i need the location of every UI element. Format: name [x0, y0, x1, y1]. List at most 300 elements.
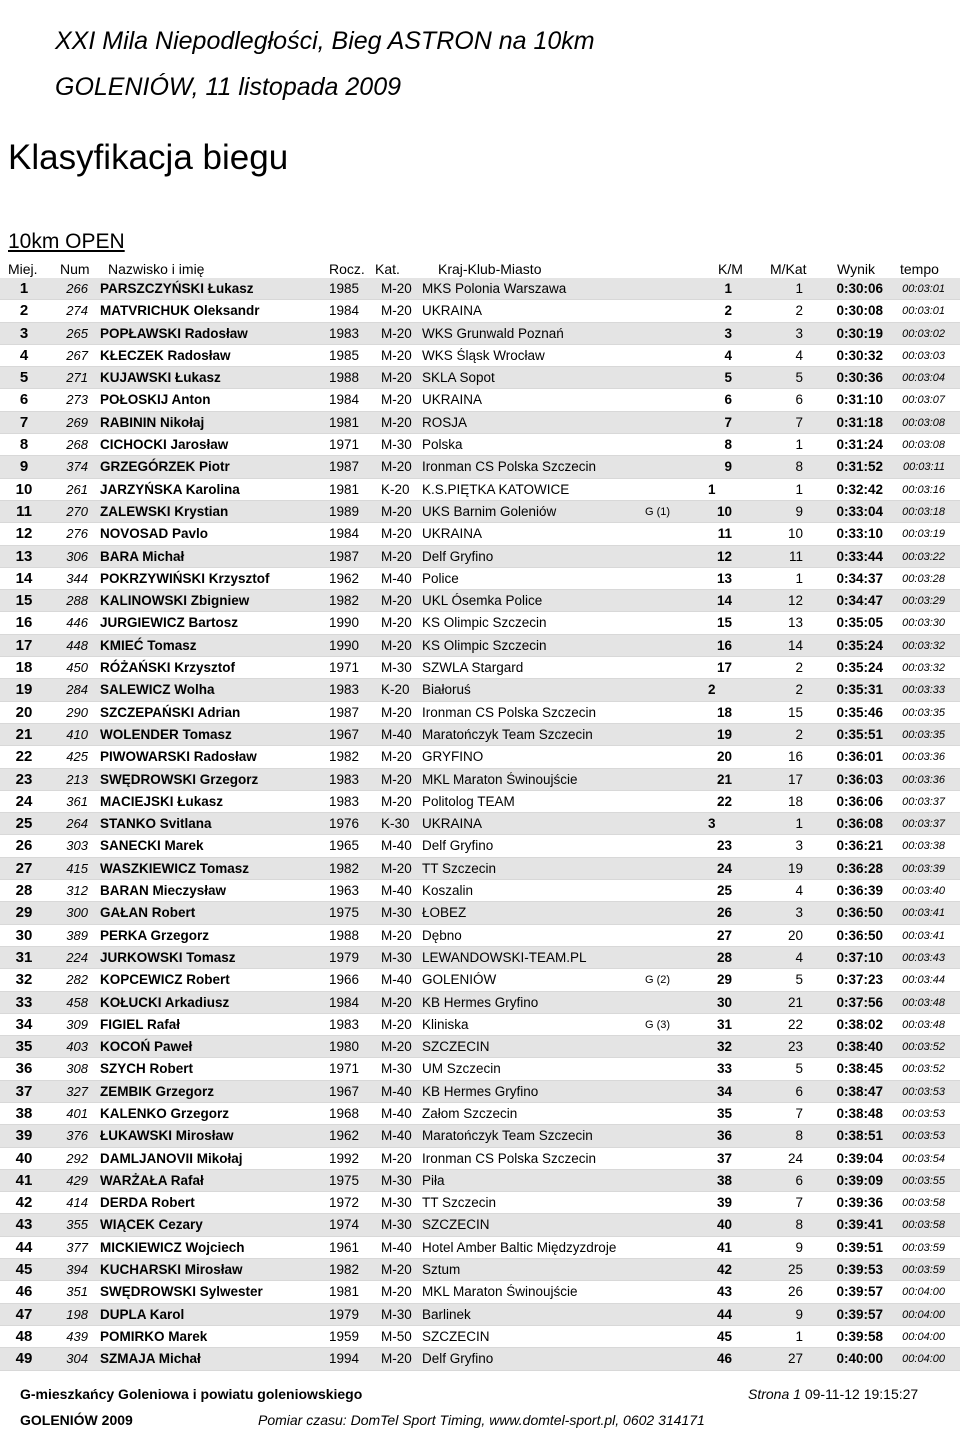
- position-cell: 8: [19, 436, 29, 454]
- result-time-cell: 0:39:53: [836, 1262, 883, 1278]
- runner-name-cell: RABININ Nikołaj: [100, 414, 205, 430]
- table-row: [0, 657, 960, 679]
- pace-cell: 00:03:59: [902, 1241, 945, 1254]
- gender-rank-cell: 5: [724, 370, 732, 386]
- position-cell: 6: [19, 391, 29, 409]
- age-category-cell: M-20: [381, 994, 412, 1010]
- table-row: [0, 702, 960, 724]
- runner-name-cell: CICHOCKI Jarosław: [100, 437, 229, 453]
- gender-rank-cell: 30: [716, 994, 732, 1010]
- result-time-cell: 0:31:24: [836, 437, 883, 453]
- table-row: [0, 635, 960, 657]
- position-cell: 49: [15, 1350, 33, 1368]
- birth-year-cell: 1963: [329, 883, 360, 899]
- runner-name-cell: DAMLJANOVII Mikołaj: [100, 1150, 243, 1166]
- runner-name-cell: KOPCEWICZ Robert: [100, 972, 230, 988]
- bib-number-cell: 198: [66, 1306, 88, 1322]
- runner-name-cell: KŁECZEK Radosław: [100, 347, 231, 363]
- runner-name-cell: RÓŻAŃSKI Krzysztof: [100, 660, 236, 676]
- pace-cell: 00:03:41: [902, 929, 945, 942]
- bib-number-cell: 439: [66, 1328, 88, 1344]
- result-time-cell: 0:37:56: [836, 994, 883, 1010]
- bib-number-cell: 268: [66, 437, 88, 453]
- category-rank-cell: 7: [795, 414, 803, 430]
- pace-cell: 00:03:19: [902, 528, 945, 541]
- category-rank-cell: 5: [795, 1061, 803, 1077]
- runner-name-cell: POMIRKO Marek: [100, 1328, 208, 1344]
- pace-cell: 00:03:52: [902, 1041, 945, 1054]
- table-row: [0, 1326, 960, 1348]
- pace-cell: 00:03:22: [902, 550, 945, 563]
- runner-name-cell: DUPLA Karol: [100, 1306, 185, 1322]
- category-rank-cell: 17: [787, 771, 803, 787]
- pace-cell: 00:03:55: [902, 1174, 945, 1187]
- birth-year-cell: 1988: [329, 370, 360, 386]
- table-row: [0, 546, 960, 568]
- position-cell: 25: [15, 815, 33, 833]
- bib-number-cell: 306: [66, 548, 88, 564]
- gender-rank-cell: 20: [716, 749, 732, 765]
- result-time-cell: 0:31:52: [836, 459, 883, 475]
- gender-rank-cell: 29: [716, 972, 732, 988]
- bib-number-cell: 261: [66, 481, 88, 497]
- gender-rank-cell: 9: [724, 459, 732, 475]
- age-category-cell: M-20: [381, 370, 412, 386]
- result-time-cell: 0:30:08: [836, 303, 883, 319]
- birth-year-cell: 1971: [329, 1061, 360, 1077]
- category-rank-cell: 9: [795, 503, 803, 519]
- category-rank-cell: 4: [795, 949, 803, 965]
- local-resident-mark: G (3): [645, 1018, 671, 1031]
- pace-cell: 00:03:32: [902, 662, 945, 675]
- gender-rank-cell: 28: [716, 949, 732, 965]
- gender-rank-cell: 22: [716, 793, 732, 809]
- table-row: [0, 612, 960, 634]
- gender-rank-cell: 3: [708, 816, 716, 832]
- page-title: Klasyfikacja biegu: [8, 138, 289, 177]
- gender-rank-cell: 23: [716, 838, 732, 854]
- table-row: [0, 1214, 960, 1236]
- runner-name-cell: NOVOSAD Pavlo: [100, 526, 209, 542]
- position-cell: 42: [15, 1194, 33, 1212]
- birth-year-cell: 1965: [329, 838, 360, 854]
- bib-number-cell: 270: [66, 503, 88, 519]
- category-rank-cell: 7: [795, 1105, 803, 1121]
- birth-year-cell: 1979: [329, 1306, 360, 1322]
- category-rank-cell: 20: [787, 927, 803, 943]
- category-rank-cell: 2: [795, 303, 803, 319]
- gender-rank-cell: 2: [724, 303, 732, 319]
- result-time-cell: 0:36:50: [836, 905, 883, 921]
- pace-cell: 00:03:53: [902, 1085, 945, 1098]
- age-category-cell: M-20: [381, 860, 412, 876]
- bib-number-cell: 446: [66, 615, 88, 631]
- table-row: [0, 1304, 960, 1326]
- pace-cell: 00:03:18: [902, 505, 945, 518]
- table-row: [0, 835, 960, 857]
- position-cell: 1: [19, 280, 29, 297]
- age-category-cell: M-40: [381, 1128, 412, 1144]
- category-rank-cell: 3: [795, 325, 803, 341]
- birth-year-cell: 1981: [329, 414, 360, 430]
- club-city-cell: MKL Maraton Świnoujście: [422, 771, 578, 787]
- gender-rank-cell: 8: [724, 437, 732, 453]
- position-cell: 37: [15, 1082, 33, 1100]
- birth-year-cell: 1980: [329, 1039, 360, 1055]
- gender-rank-cell: 18: [716, 704, 732, 720]
- position-cell: 13: [15, 547, 33, 565]
- col-num: Num: [60, 261, 90, 277]
- runner-name-cell: WASZKIEWICZ Tomasz: [100, 860, 250, 876]
- club-city-cell: ŁOBEZ: [422, 905, 467, 921]
- category-rank-cell: 15: [787, 704, 803, 720]
- result-time-cell: 0:33:10: [836, 526, 883, 542]
- runner-name-cell: PARSZCZYŃSKI Łukasz: [100, 281, 254, 296]
- table-row: [0, 590, 960, 612]
- runner-name-cell: BARAN Mieczysław: [100, 883, 227, 899]
- position-cell: 30: [15, 926, 33, 944]
- club-city-cell: Ironman CS Polska Szczecin: [422, 1150, 597, 1166]
- table-row: [0, 947, 960, 969]
- position-cell: 46: [15, 1283, 33, 1301]
- runner-name-cell: SALEWICZ Wolha: [100, 682, 215, 698]
- birth-year-cell: 1975: [329, 1172, 360, 1188]
- category-rank-cell: 8: [795, 459, 803, 475]
- table-row: [0, 412, 960, 434]
- club-city-cell: UKRAINA: [422, 526, 483, 542]
- club-city-cell: UKL Ósemka Police: [422, 593, 543, 609]
- bib-number-cell: 429: [66, 1172, 88, 1188]
- bib-number-cell: 264: [66, 816, 88, 832]
- bib-number-cell: 448: [66, 637, 88, 653]
- age-category-cell: M-20: [381, 1351, 412, 1367]
- result-time-cell: 0:39:57: [836, 1306, 883, 1322]
- category-rank-cell: 1: [795, 1328, 803, 1344]
- gender-rank-cell: 31: [716, 1016, 732, 1032]
- position-cell: 18: [15, 659, 33, 677]
- pace-cell: 00:03:36: [902, 773, 945, 786]
- position-cell: 5: [19, 369, 29, 387]
- club-city-cell: TT Szczecin: [422, 860, 497, 876]
- birth-year-cell: 1990: [329, 637, 360, 653]
- club-city-cell: Kliniska: [422, 1016, 469, 1032]
- position-cell: 48: [15, 1327, 33, 1345]
- gender-rank-cell: 3: [724, 325, 732, 341]
- age-category-cell: M-20: [381, 459, 412, 475]
- col-pos: Miej.: [8, 261, 38, 277]
- category-rank-cell: 2: [795, 682, 803, 698]
- bib-number-cell: 282: [66, 972, 88, 988]
- birth-year-cell: 1966: [329, 972, 360, 988]
- runner-name-cell: MICKIEWICZ Wojciech: [100, 1239, 245, 1255]
- club-city-cell: WKS Śląsk Wrocław: [422, 347, 545, 363]
- position-cell: 31: [15, 948, 33, 966]
- pace-cell: 00:03:36: [902, 751, 945, 764]
- birth-year-cell: 1982: [329, 749, 360, 765]
- club-city-cell: SKLA Sopot: [422, 370, 495, 386]
- runner-name-cell: POPŁAWSKI Radosław: [100, 325, 248, 341]
- age-category-cell: M-20: [381, 347, 412, 363]
- bib-number-cell: 376: [66, 1128, 88, 1144]
- table-row: [0, 568, 960, 590]
- table-row: [0, 501, 960, 523]
- col-result: Wynik: [837, 261, 875, 277]
- category-rank-cell: 4: [795, 883, 803, 899]
- category-rank-cell: 18: [787, 793, 803, 809]
- age-category-cell: M-20: [381, 793, 412, 809]
- category-rank-cell: 6: [795, 392, 803, 408]
- pace-cell: 00:04:00: [902, 1286, 945, 1299]
- table-row: [0, 1281, 960, 1303]
- category-rank-cell: 16: [787, 749, 803, 765]
- table-row: [0, 679, 960, 701]
- pace-cell: 00:03:28: [902, 572, 945, 585]
- table-row: [0, 992, 960, 1014]
- age-category-cell: M-20: [381, 503, 412, 519]
- position-cell: 29: [15, 904, 33, 922]
- gender-rank-cell: 13: [716, 570, 732, 586]
- result-time-cell: 0:35:24: [836, 637, 883, 653]
- category-rank-cell: 22: [787, 1016, 803, 1032]
- birth-year-cell: 1983: [329, 771, 360, 787]
- position-cell: 32: [15, 971, 33, 989]
- pace-cell: 00:03:35: [902, 728, 945, 741]
- result-time-cell: 0:37:10: [836, 949, 883, 965]
- bib-number-cell: 425: [66, 749, 88, 765]
- club-city-cell: Maratończyk Team Szczecin: [422, 726, 593, 742]
- result-time-cell: 0:38:51: [836, 1128, 883, 1144]
- age-category-cell: M-20: [381, 281, 412, 296]
- pace-cell: 00:03:08: [902, 416, 945, 429]
- bib-number-cell: 300: [66, 905, 88, 921]
- pace-cell: 00:03:38: [902, 840, 945, 853]
- col-km: K/M: [718, 261, 743, 277]
- result-time-cell: 0:35:05: [836, 615, 883, 631]
- bib-number-cell: 361: [66, 793, 88, 809]
- table-row: [0, 456, 960, 478]
- position-cell: 38: [15, 1104, 33, 1122]
- birth-year-cell: 1984: [329, 994, 360, 1010]
- result-time-cell: 0:36:06: [836, 793, 883, 809]
- runner-name-cell: MATVRICHUK Oleksandr: [100, 303, 260, 319]
- club-city-cell: MKL Maraton Świnoujście: [422, 1284, 578, 1300]
- pace-cell: 00:03:33: [902, 684, 945, 697]
- gender-rank-cell: 10: [716, 503, 732, 519]
- birth-year-cell: 1983: [329, 793, 360, 809]
- bib-number-cell: 403: [66, 1039, 88, 1055]
- runner-name-cell: SZYCH Robert: [100, 1061, 194, 1077]
- position-cell: 36: [15, 1060, 33, 1078]
- birth-year-cell: 1990: [329, 615, 360, 631]
- table-row: [0, 1148, 960, 1170]
- result-time-cell: 0:39:36: [836, 1195, 883, 1211]
- runner-name-cell: KALINOWSKI Zbigniew: [100, 593, 250, 609]
- birth-year-cell: 1982: [329, 1262, 360, 1278]
- club-city-cell: KS Olimpic Szczecin: [422, 615, 547, 631]
- position-cell: 2: [19, 302, 29, 320]
- bib-number-cell: 327: [66, 1083, 88, 1099]
- runner-name-cell: SZCZEPAŃSKI Adrian: [100, 704, 241, 720]
- pace-cell: 00:03:48: [902, 1018, 945, 1031]
- result-time-cell: 0:36:21: [836, 838, 883, 854]
- club-city-cell: TT Szczecin: [422, 1195, 497, 1211]
- result-time-cell: 0:30:06: [836, 281, 883, 296]
- category-rank-cell: 1: [795, 437, 803, 453]
- club-city-cell: Maratończyk Team Szczecin: [422, 1128, 593, 1144]
- age-category-cell: K-30: [381, 816, 410, 832]
- gender-rank-cell: 2: [708, 682, 716, 698]
- runner-name-cell: GRZEGÓRZEK Piotr: [100, 459, 230, 475]
- table-row: [0, 902, 960, 924]
- bib-number-cell: 266: [66, 281, 88, 296]
- table-row: [0, 969, 960, 991]
- table-row: [0, 367, 960, 389]
- table-row: [0, 300, 960, 322]
- table-row: [0, 1259, 960, 1281]
- club-city-cell: LEWANDOWSKI-TEAM.PL: [422, 949, 587, 965]
- result-time-cell: 0:36:01: [836, 749, 883, 765]
- birth-year-cell: 1967: [329, 726, 360, 742]
- age-category-cell: M-20: [381, 637, 412, 653]
- club-city-cell: SZCZECIN: [422, 1217, 490, 1233]
- category-rank-cell: 24: [787, 1150, 803, 1166]
- runner-name-cell: KUJAWSKI Łukasz: [100, 370, 221, 386]
- table-row: [0, 1081, 960, 1103]
- col-year: Rocz.: [329, 261, 365, 277]
- col-mkat: M/Kat: [770, 261, 807, 277]
- runner-name-cell: POŁOSKIJ Anton: [100, 392, 211, 408]
- gender-rank-cell: 1: [724, 281, 732, 296]
- table-row: [0, 278, 960, 300]
- table-row: [0, 769, 960, 791]
- pace-cell: 00:03:04: [902, 372, 945, 385]
- category-rank-cell: 23: [787, 1039, 803, 1055]
- pace-cell: 00:03:16: [902, 483, 945, 496]
- birth-year-cell: 1985: [329, 281, 360, 296]
- pace-cell: 00:03:40: [902, 885, 945, 898]
- category-rank-cell: 9: [795, 1306, 803, 1322]
- result-time-cell: 0:30:36: [836, 370, 883, 386]
- pace-cell: 00:03:53: [902, 1107, 945, 1120]
- category-rank-cell: 21: [787, 994, 803, 1010]
- age-category-cell: M-40: [381, 1083, 412, 1099]
- gender-rank-cell: 15: [716, 615, 732, 631]
- table-row: [0, 858, 960, 880]
- bib-number-cell: 351: [66, 1284, 88, 1300]
- gender-rank-cell: 40: [716, 1217, 732, 1233]
- age-category-cell: M-30: [381, 1306, 412, 1322]
- pace-cell: 00:03:37: [902, 795, 945, 808]
- bib-number-cell: 303: [66, 838, 88, 854]
- result-time-cell: 0:37:23: [836, 972, 883, 988]
- age-category-cell: M-20: [381, 771, 412, 787]
- birth-year-cell: 1981: [329, 1284, 360, 1300]
- category-title: 10km OPEN: [8, 230, 125, 253]
- table-row: [0, 1103, 960, 1125]
- age-category-cell: M-20: [381, 548, 412, 564]
- bib-number-cell: 377: [66, 1239, 88, 1255]
- birth-year-cell: 1975: [329, 905, 360, 921]
- table-row: [0, 880, 960, 902]
- runner-name-cell: ŁUKAWSKI Mirosław: [100, 1128, 234, 1144]
- club-city-cell: SZCZECIN: [422, 1039, 490, 1055]
- col-tempo: tempo: [900, 261, 939, 277]
- category-rank-cell: 13: [787, 615, 803, 631]
- birth-year-cell: 1985: [329, 347, 360, 363]
- footer-timing: Pomiar czasu: DomTel Sport Timing, www.domtel-sport.pl, 0602 314171: [258, 1412, 705, 1428]
- age-category-cell: M-20: [381, 1016, 412, 1032]
- bib-number-cell: 415: [66, 860, 88, 876]
- table-row: [0, 434, 960, 456]
- position-cell: 44: [15, 1238, 33, 1256]
- club-city-cell: KB Hermes Gryfino: [422, 994, 539, 1010]
- gender-rank-cell: 45: [716, 1328, 732, 1344]
- result-time-cell: 0:38:40: [836, 1039, 883, 1055]
- birth-year-cell: 1989: [329, 503, 360, 519]
- table-row: [0, 925, 960, 947]
- category-rank-cell: 8: [795, 1128, 803, 1144]
- bib-number-cell: 284: [66, 682, 88, 698]
- birth-year-cell: 1962: [329, 1128, 360, 1144]
- runner-name-cell: DERDA Robert: [100, 1195, 195, 1211]
- position-cell: 34: [15, 1015, 33, 1033]
- birth-year-cell: 1987: [329, 459, 360, 475]
- gender-rank-cell: 1: [708, 481, 716, 497]
- result-time-cell: 0:39:09: [836, 1172, 883, 1188]
- runner-name-cell: SWĘDROWSKI Grzegorz: [100, 771, 259, 787]
- result-time-cell: 0:31:18: [836, 414, 883, 430]
- birth-year-cell: 1987: [329, 548, 360, 564]
- age-category-cell: M-20: [381, 392, 412, 408]
- pace-cell: 00:03:01: [902, 305, 945, 318]
- gender-rank-cell: 17: [716, 660, 732, 676]
- table-row: [0, 724, 960, 746]
- gender-rank-cell: 33: [716, 1061, 732, 1077]
- runner-name-cell: STANKO Svitlana: [100, 816, 212, 832]
- birth-year-cell: 1976: [329, 816, 360, 832]
- birth-year-cell: 1968: [329, 1105, 360, 1121]
- category-rank-cell: 6: [795, 1172, 803, 1188]
- position-cell: 21: [15, 725, 33, 743]
- category-rank-cell: 5: [795, 370, 803, 386]
- category-rank-cell: 12: [787, 593, 803, 609]
- footer-legend: G-mieszkańcy Goleniowa i powiatu goleniowskiego: [20, 1386, 363, 1402]
- pace-cell: 00:03:08: [902, 439, 945, 452]
- category-rank-cell: 10: [787, 526, 803, 542]
- category-rank-cell: 1: [795, 481, 803, 497]
- runner-name-cell: GAŁAN Robert: [100, 905, 196, 921]
- birth-year-cell: 1982: [329, 860, 360, 876]
- club-city-cell: UKRAINA: [422, 303, 483, 319]
- bib-number-cell: 344: [66, 570, 88, 586]
- age-category-cell: M-50: [381, 1328, 412, 1344]
- runner-name-cell: PIWOWARSKI Radosław: [100, 749, 257, 765]
- runner-name-cell: WIĄCEK Cezary: [100, 1217, 203, 1233]
- bib-number-cell: 267: [66, 347, 88, 363]
- club-city-cell: Delf Gryfino: [422, 838, 494, 854]
- club-city-cell: Delf Gryfino: [422, 548, 494, 564]
- birth-year-cell: 1984: [329, 526, 360, 542]
- pace-cell: 00:03:29: [902, 595, 945, 608]
- table-row: [0, 389, 960, 411]
- gender-rank-cell: 42: [716, 1262, 732, 1278]
- club-city-cell: Ironman CS Polska Szczecin: [422, 459, 597, 475]
- category-rank-cell: 1: [795, 816, 803, 832]
- bib-number-cell: 355: [66, 1217, 88, 1233]
- runner-name-cell: WARŻAŁA Rafał: [100, 1172, 204, 1188]
- age-category-cell: M-40: [381, 570, 412, 586]
- pace-cell: 00:03:39: [902, 862, 945, 875]
